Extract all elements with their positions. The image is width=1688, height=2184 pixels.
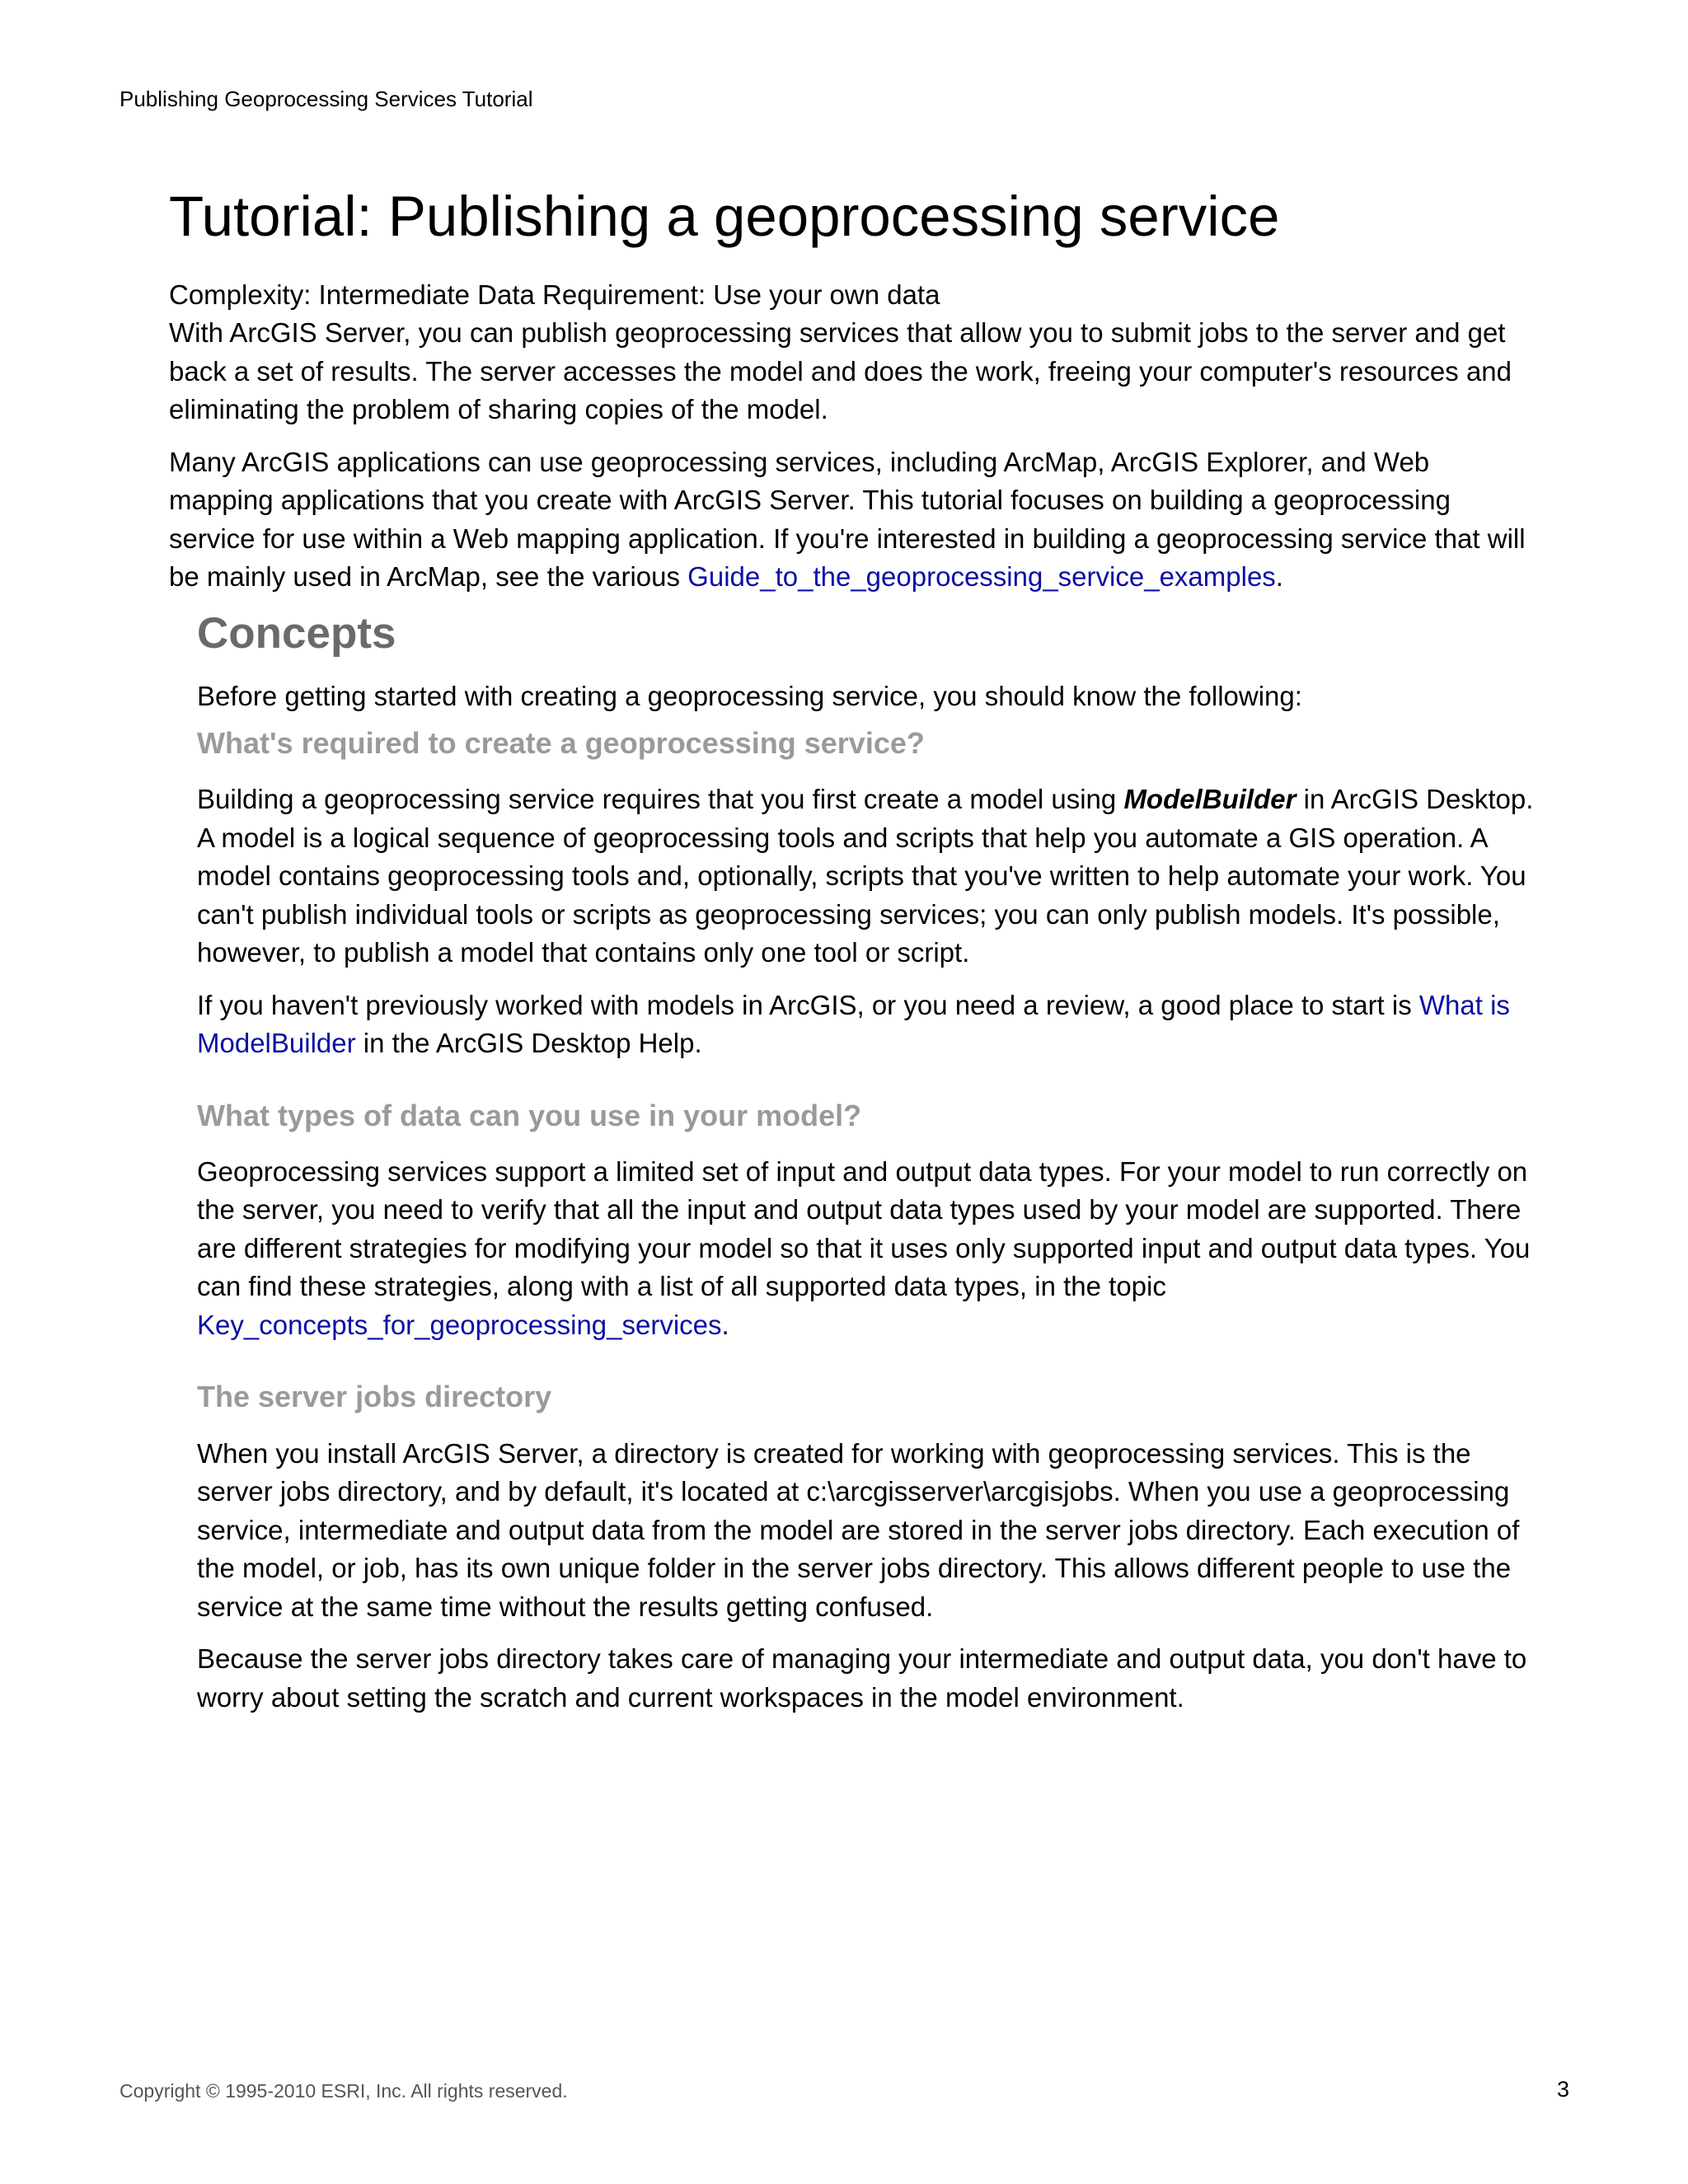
intro-paragraph-2-text: Many ArcGIS applications can use geoprocessing services, including ArcMap, ArcGIS Explorer, and Web mapping applications that you create with ArcGIS Server. This tutorial focuses on building a geoprocessing service for use within a Web mapping application. If you're interested in building a geoprocessing service that will be mainly used in ArcMap, see the various <box>169 446 1526 593</box>
required-paragraph-2 <box>197 987 1537 1063</box>
page-number: 3 <box>1556 2077 1569 2102</box>
required-paragraph-1 <box>197 780 1537 972</box>
modelbuilder-emphasis: ModelBuilder <box>1123 784 1296 815</box>
guide-examples-link[interactable]: Guide_to_the_geoprocessing_service_examples <box>687 561 1276 593</box>
running-header: Publishing Geoprocessing Services Tutorial <box>120 87 533 111</box>
required-paragraph-2-end: in the ArcGIS Desktop Help. <box>355 1028 702 1059</box>
required-paragraph-1-end: in ArcGIS Desktop. A model is a logical sequence of geoprocessing tools and scripts that help you automate a GIS operation. A model contains geoprocessing tools and, optionally, scripts that you've written to help automate your work. You can't publish individual tools or scripts as geoprocessing services; you can only publish models. It's possible, however, to publish a model that contains only one tool or script. <box>197 784 1534 968</box>
data-types-paragraph-end: . <box>721 1309 729 1340</box>
complexity-line: Complexity: Intermediate Data Requirement: Use your own data <box>169 279 940 310</box>
required-heading: What's required to create a geoprocessing service? <box>197 725 925 760</box>
data-types-paragraph-text: Geoprocessing services support a limited set of input and output data types. For your model to run correctly on the server, you need to verify that all the input and output data types used by your model are supported. There are different strategies for modifying your model so that it uses only supported input and output data types. You can find these strategies, along with a list of all supported data types, in the topic <box>197 1155 1531 1302</box>
page-title: Tutorial: Publishing a geoprocessing service <box>169 185 1280 248</box>
data-types-paragraph <box>197 1153 1537 1345</box>
intro-paragraph-2 <box>169 443 1537 597</box>
jobs-directory-paragraph-2: Because the server jobs directory takes care of managing your intermediate and output data, you don't have to worry about setting the scratch and current workspaces in the model environment. <box>197 1643 1527 1713</box>
jobs-directory-paragraph-1: When you install ArcGIS Server, a directory is created for working with geoprocessing services. This is the server jobs directory, and by default, it's located at c:\arcgisserver\arcgisjobs. When you use a geoprocessing service, intermediate and output data from the model are stored in the server jobs directory. Each execution of the model, or job, has its own unique folder in the server jobs directory. This allows different people to use the service at the same time without the results getting confused. <box>197 1437 1520 1622</box>
required-paragraph-2-text: If you haven't previously worked with models in ArcGIS, or you need a review, a good place to start is <box>197 989 1419 1020</box>
jobs-directory-subsection <box>197 1379 1537 1717</box>
intro-paragraph-2-end: . <box>1275 561 1283 593</box>
data-types-heading: What types of data can you use in your model? <box>197 1098 862 1132</box>
page-content <box>169 185 1537 1731</box>
footer-copyright: Copyright © 1995-2010 ESRI, Inc. All rights reserved. <box>120 2080 568 2102</box>
required-paragraph-1-text: Building a geoprocessing service requires that you first create a model using <box>197 784 1124 815</box>
concepts-intro: Before getting started with creating a geoprocessing service, you should know the following: <box>197 681 1302 712</box>
concepts-heading: Concepts <box>197 608 396 658</box>
concepts-section <box>197 677 1537 716</box>
intro-paragraph-1: With ArcGIS Server, you can publish geoprocessing services that allow you to submit jobs to the server and get back a set of results. The server accesses the model and does the work, freeing your computer's resources and eliminating the problem of sharing copies of the model. <box>169 317 1512 425</box>
jobs-directory-heading: The server jobs directory <box>197 1380 552 1414</box>
data-types-subsection <box>197 1098 1537 1345</box>
key-concepts-link[interactable]: Key_concepts_for_geoprocessing_services <box>197 1309 722 1340</box>
what-is-modelbuilder-link[interactable]: What is ModelBuilder <box>197 989 1510 1059</box>
required-subsection <box>197 725 1537 1063</box>
